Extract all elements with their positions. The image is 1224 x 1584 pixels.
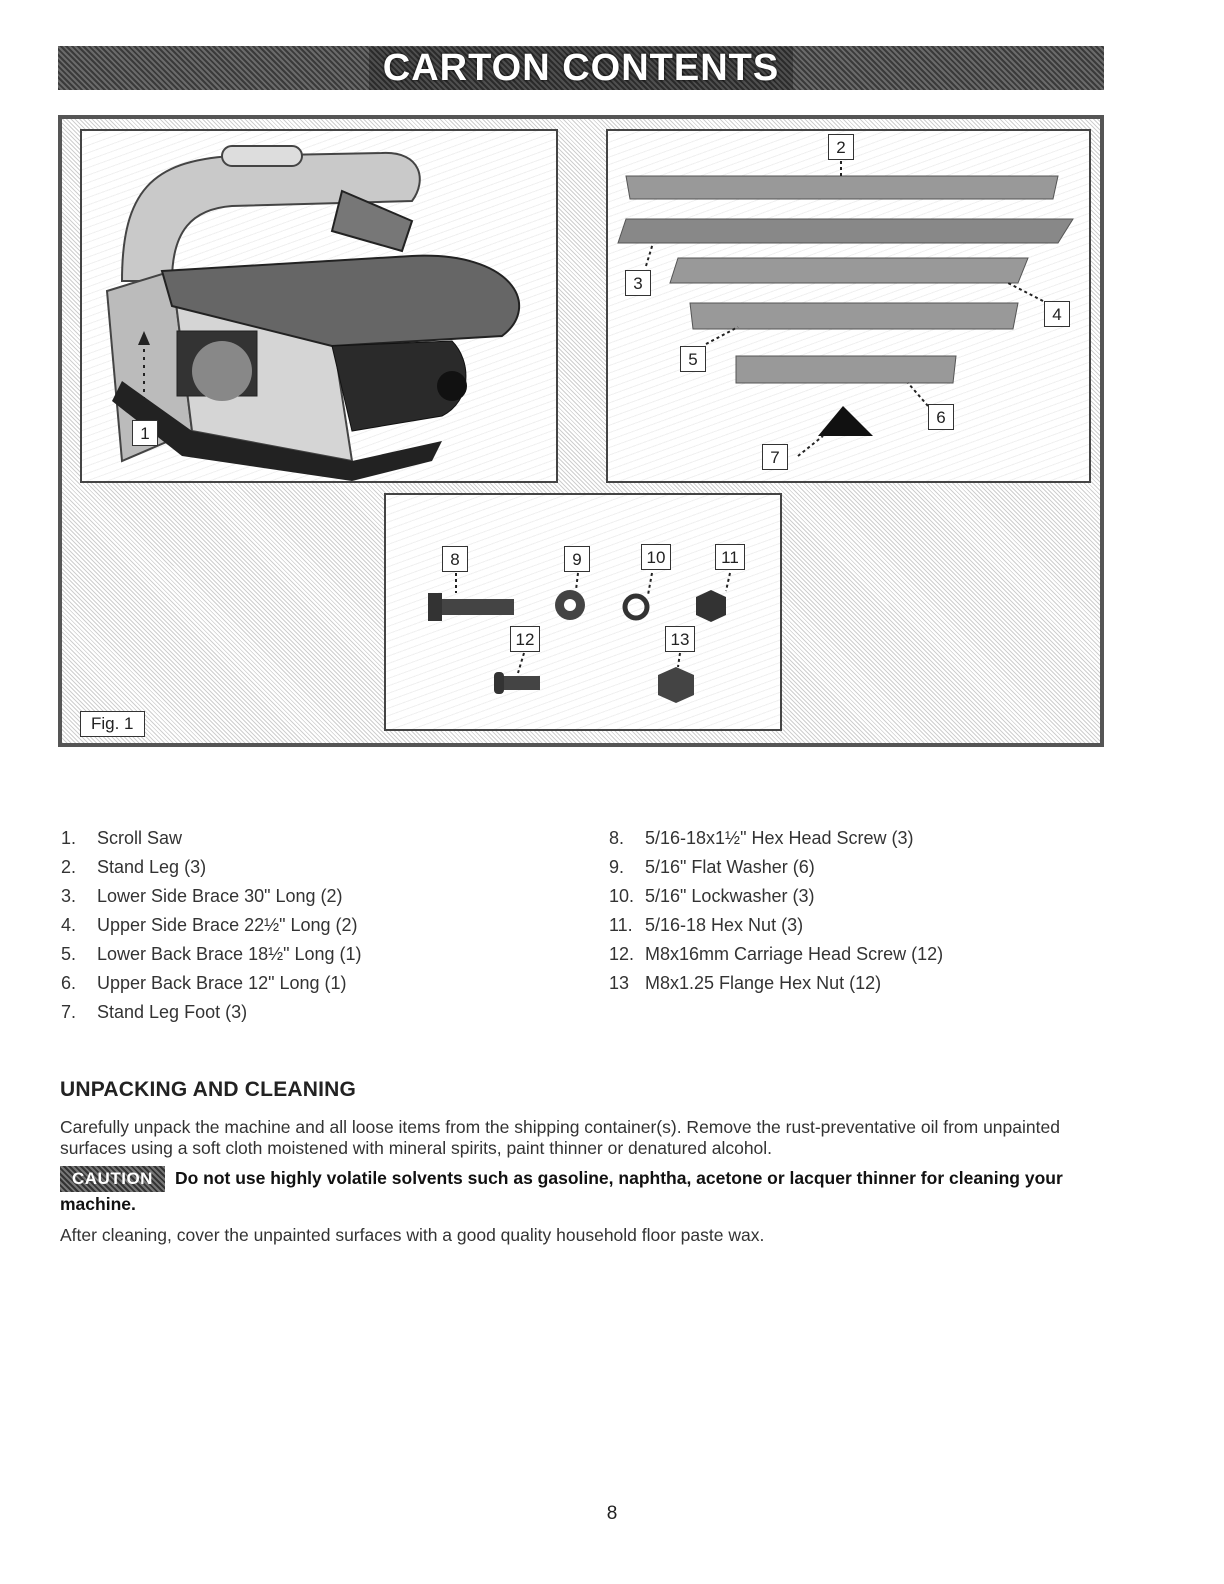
callout-1: 1 [132,420,158,446]
section-heading: UNPACKING AND CLEANING [60,1078,357,1101]
list-item: 2. Stand Leg (3) [61,857,207,877]
hardware-panel [384,493,782,731]
banner-title: CARTON CONTENTS [369,47,793,90]
list-item: 13 M8x1.25 Flange Hex Nut (12) [609,973,882,993]
list-item: 8. 5/16-18x1½" Hex Head Screw (3) [609,828,914,848]
unpacking-paragraph: Carefully unpack the machine and all loose items from the shipping container(s). Remove the rust-preventative oil from unpainted surfaces using a soft cloth moistened with mineral spirits, paint thinner or denatured alcohol. [60,1117,1060,1158]
caution-badge: CAUTION [60,1166,165,1192]
callout-12: 12 [510,626,540,652]
list-item: 11. 5/16-18 Hex Nut (3) [609,915,804,935]
list-item: 3. Lower Side Brace 30" Long (2) [61,886,343,906]
callout-9: 9 [564,546,590,572]
list-item: 10. 5/16" Lockwasher (3) [609,886,815,906]
callout-7: 7 [762,444,788,470]
list-item: 9. 5/16" Flat Washer (6) [609,857,815,877]
list-item: 12. M8x16mm Carriage Head Screw (12) [609,944,944,964]
list-item: 5. Lower Back Brace 18½" Long (1) [61,944,362,964]
figure-label: Fig. 1 [80,711,145,737]
parts-list-left [61,824,362,1027]
callout-3: 3 [625,270,651,296]
callout-10: 10 [641,544,671,570]
callout-5: 5 [680,346,706,372]
callout-8: 8 [442,546,468,572]
list-item: 6. Upper Back Brace 12" Long (1) [61,973,347,993]
callout-11: 11 [715,544,745,570]
braces-panel [606,129,1091,483]
page-banner [58,46,1104,90]
wax-paragraph: After cleaning, cover the unpainted surfaces with a good quality household floor paste wax. [60,1225,765,1245]
list-item: 4. Upper Side Brace 22½" Long (2) [61,915,358,935]
parts-list-right [609,824,943,998]
callout-4: 4 [1044,301,1070,327]
callout-2: 2 [828,134,854,160]
caution-text: Do not use highly volatile solvents such as gasoline, naphtha, acetone or lacquer thinner for cleaning your machine. [60,1168,1063,1214]
callout-6: 6 [928,404,954,430]
list-item: 1. Scroll Saw [61,828,183,848]
caution-block [60,1166,1110,1216]
callout-13: 13 [665,626,695,652]
list-item: 7. Stand Leg Foot (3) [61,1002,248,1022]
braces-illustration [608,131,1089,481]
hardware-illustration [386,495,780,729]
page-number: 8 [606,1503,618,1524]
